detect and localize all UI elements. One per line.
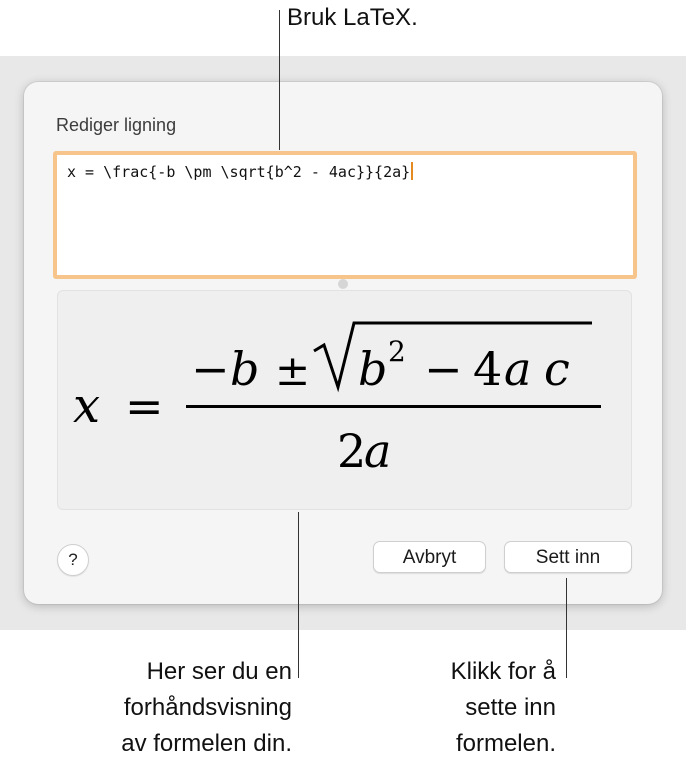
formula-equals: =: [125, 379, 164, 433]
insert-button[interactable]: Sett inn: [504, 541, 632, 573]
callout-insert-line: sette inn: [465, 694, 556, 721]
latex-input-text: x = \frac{-b \pm \sqrt{b^2 - 4ac}}{2a}: [67, 163, 411, 181]
formula-exponent: 2: [388, 335, 406, 368]
latex-input[interactable]: [53, 151, 637, 279]
help-button[interactable]: ?: [57, 544, 89, 576]
fraction-bar: [186, 405, 601, 408]
cancel-button[interactable]: Avbryt: [373, 541, 486, 573]
callout-preview: [70, 654, 292, 762]
callout-insert-line: formelen.: [455, 730, 556, 757]
formula-minus-2: −: [424, 342, 463, 396]
formula-plus-minus: ±: [275, 346, 311, 395]
text-caret: [411, 162, 413, 180]
callout-preview-line: av formelen din.: [121, 730, 292, 757]
callout-latex: Bruk LaTeX.: [287, 4, 418, 31]
callout-insert-line: Klikk for å: [450, 658, 556, 685]
formula-b2-base: b: [358, 342, 388, 396]
callout-line-insert: [566, 578, 567, 678]
formula-b: b: [230, 342, 260, 396]
callout-preview-line: Her ser du en: [146, 658, 292, 685]
formula-c: c: [544, 342, 570, 396]
formula-svg: [58, 291, 631, 509]
callout-preview-line: forhåndsvisning: [123, 694, 292, 721]
formula-two: 2: [337, 424, 367, 478]
formula-denominator-a: a: [364, 424, 392, 478]
callout-insert: [412, 654, 556, 762]
formula-four: 4: [473, 342, 503, 396]
formula-preview: [57, 290, 632, 510]
formula-minus: −: [191, 342, 230, 396]
formula-a: a: [504, 342, 532, 396]
callout-line-preview: [298, 512, 299, 678]
callout-line-latex: [279, 10, 280, 150]
resize-handle[interactable]: [338, 279, 348, 289]
formula-lhs-x: x: [73, 378, 101, 434]
dialog-title: Rediger ligning: [56, 115, 177, 135]
